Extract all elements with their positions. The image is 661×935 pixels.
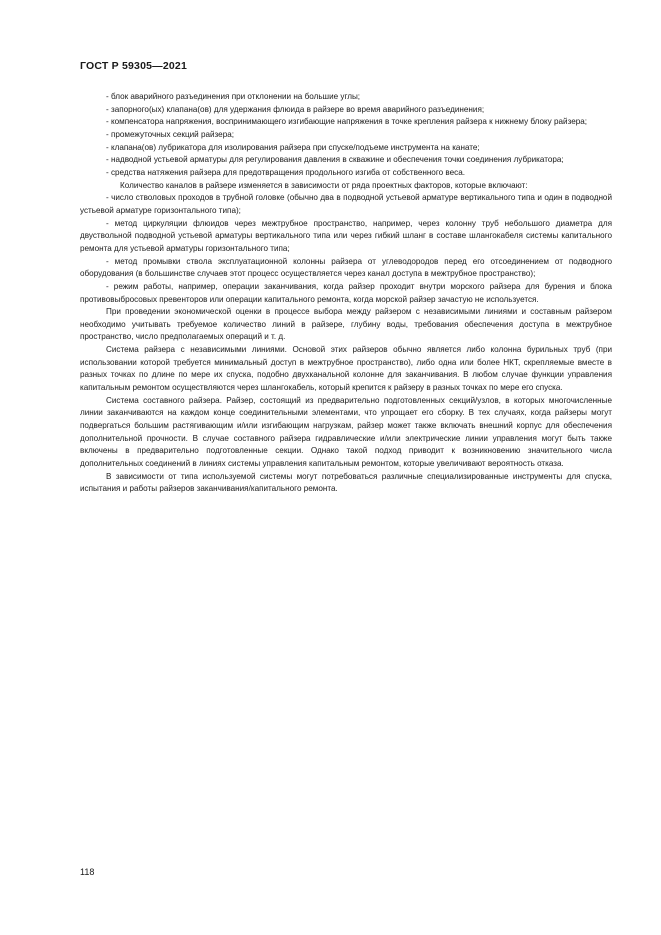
document-header: ГОСТ Р 59305—2021	[80, 60, 188, 72]
paragraph: При проведении экономической оценки в процессе выбора между райзером с независимыми линиями и составным райзером необходимо учитывать требуемое количество линий в райзере, глубину воды, требования обеспечения доступа в межтрубное пространство, число предполагаемых операций и т. д.	[80, 307, 612, 342]
paragraph: - режим работы, например, операции заканчивания, когда райзер проходит внутри морского райзера для бурения и блока противовыбросовых превенторов или операции капитального ремонта, когда морской райзер зачастую не используется.	[80, 281, 612, 304]
paragraph: Система райзера с независимыми линиями. Основой этих райзеров обычно является либо колонна бурильных труб (при использовании которой требуется минимальный доступ в межтрубное пространство), либо одна или более НКТ, скрепляемые вместе в разных точках по длине по мере их спуска, подобно двухканальной колонне для заканчивания. В любом случае функции управления капитальным ремонтом осуществляются через шлангокабель, который крепится к райзеру в разных точках по мере его спуска.	[80, 345, 612, 393]
paragraph: - метод циркуляции флюидов через межтрубное пространство, например, через колонну труб небольшого диаметра для двуствольной подводной устьевой арматуры вертикального типа или через гибкий шланг в составе шлангокабеля системы капитального ремонта для устьевой арматуры горизонтального типа;	[80, 218, 612, 253]
page-number: 118	[80, 867, 95, 877]
paragraph: - запорного(ых) клапана(ов) для удержания флюида в райзере во время аварийного разъединения;	[106, 104, 485, 114]
paragraph: - средства натяжения райзера для предотвращения продольного изгиба от собственного веса.	[106, 167, 465, 177]
paragraph: Система составного райзера. Райзер, состоящий из предварительно подготовленных секций/узлов, в которых многочисленные линии заканчиваются на каждом конце соединительными элементами, что упрощает его сборку. В тех случаях, когда райзеры могут подвергаться большим растягивающим и/или изгибающим нагрузкам, райзер может также включать внешний корпус для обеспечения дополнительной прочности. В случае составного райзера гидравлические и/или электрические линии управления могут быть также включены в предварительно подготовленные секции. Однако такой подход приводит к возникновению значительного числа дополнительных соединений в линиях системы управления капитальным ремонтом, которые увеличивают вероятность отказа.	[80, 395, 612, 469]
paragraph: - метод промывки ствола эксплуатационной колонны райзера от углеводородов перед его отсоединением от подводного оборудования (в большинстве случаев этот процесс осуществляется через канал доступа в межтрубное пространство);	[80, 256, 612, 279]
paragraph: - промежуточных секций райзера;	[106, 129, 234, 139]
body-text	[80, 91, 612, 496]
paragraph: - компенсатора напряжения, воспринимающего изгибающие напряжения в точке крепления райзера к нижнему блоку райзера;	[106, 117, 588, 127]
paragraph: - клапана(ов) лубрикатора для изолирования райзера при спуске/подъеме инструмента на канате;	[106, 142, 480, 152]
paragraph: - число стволовых проходов в трубной головке (обычно два в подводной устьевой арматуре вертикального типа и один в подводной устьевой арматуре горизонтального типа);	[80, 193, 612, 215]
paragraph: В зависимости от типа используемой системы могут потребоваться различные специализированные инструменты для спуска, испытания и работы райзеров заканчивания/капитального ремонта.	[80, 471, 612, 494]
paragraph: - блок аварийного разъединения при отклонении на большие углы;	[106, 92, 361, 101]
paragraph: Количество каналов в райзере изменяется в зависимости от ряда проектных факторов, которые включают:	[120, 180, 528, 190]
paragraph: - надводной устьевой арматуры для регулирования давления в скважине и обеспечения точки соединения лубрикатора;	[106, 155, 564, 165]
